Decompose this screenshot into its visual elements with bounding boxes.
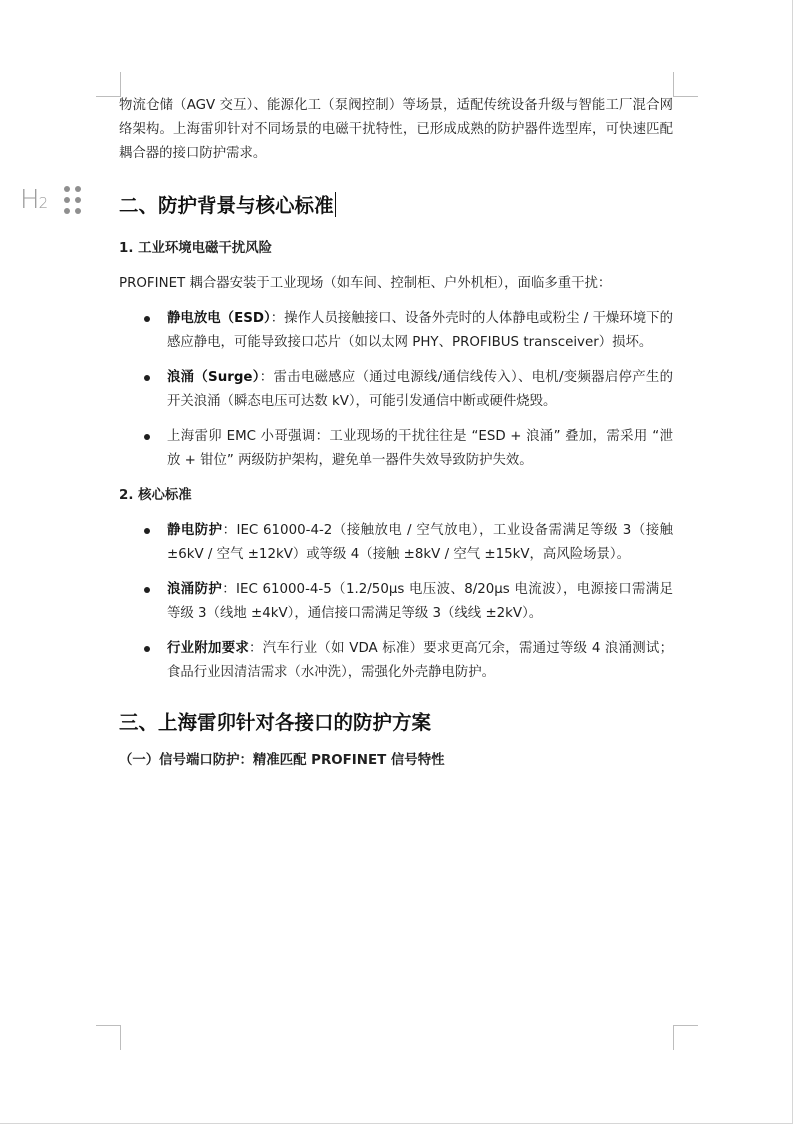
list-item-text: ：IEC 61000-4-5（1.2/50μs 电压波、8/20μs 电流波），电源接口需满足等级 3（线地 ±4kV），通信接口需满足等级 3（线线 ±2kV）。	[167, 582, 674, 621]
text-cursor	[335, 192, 337, 217]
section-2-1-heading: 1. 工业环境电磁干扰风险	[119, 241, 272, 256]
heading-level-number: 2	[38, 194, 49, 212]
list-item-industry-requirements	[119, 637, 673, 685]
crop-mark-bottom-right	[673, 1025, 698, 1050]
list-item-label: 静电防护	[167, 523, 223, 538]
list-item-label: 行业附加要求	[167, 641, 250, 656]
intro-paragraph: 物流仓储（AGV 交互）、能源化工（泵阀控制）等场景，适配传统设备升级与智能工厂混合网络架构。上海雷卯针对不同场景的电磁干扰特性，已形成成熟的防护器件选型库，可快速匹配耦合器的接口防护需求。	[119, 98, 673, 161]
list-item-esd-standard	[119, 519, 673, 567]
crop-mark-top-right	[673, 72, 698, 97]
section-2-1-lead: PROFINET 耦合器安装于工业现场（如车间、控制柜、户外机柜），面临多重干扰：	[119, 276, 612, 291]
drag-handle-icon[interactable]	[64, 186, 82, 214]
heading-level-letter: H	[20, 185, 39, 215]
list-item-label: 静电放电（ESD）	[167, 311, 271, 326]
section-2-2-heading: 2. 核心标准	[119, 488, 192, 503]
interference-list	[119, 307, 673, 473]
standards-list	[119, 519, 673, 685]
list-item-surge	[119, 366, 673, 414]
list-item-text: ：汽车行业（如 VDA 标准）要求更高冗余，需通过等级 4 浪涌测试；食品行业因清洁需求（水冲洗），需强化外壳静电防护。	[167, 641, 673, 680]
document-body[interactable]	[119, 94, 673, 773]
list-item-label: 浪涌（Surge）	[167, 370, 260, 385]
heading-level-icon[interactable]	[20, 185, 48, 215]
list-item-text: ：IEC 61000-4-2（接触放电 / 空气放电），工业设备需满足等级 3（接触 ±6kV / 空气 ±12kV）或等级 4（接触 ±8kV / 空气 ±15kV，高风险场景）。	[167, 523, 674, 562]
section-3-heading: 三、上海雷卯针对各接口的防护方案	[119, 711, 432, 734]
crop-mark-top-left	[96, 72, 121, 97]
list-item-label: 浪涌防护	[167, 582, 223, 597]
section-2-heading[interactable]	[119, 186, 673, 226]
section-3-1-heading: （一）信号端口防护：精准匹配 PROFINET 信号特性	[119, 753, 445, 768]
list-item-emc-note	[119, 425, 673, 473]
list-item-esd	[119, 307, 673, 355]
list-item-surge-standard	[119, 578, 673, 626]
section-2-title: 二、防护背景与核心标准	[119, 194, 334, 217]
list-item-text: ：雷击电磁感应（通过电源线/通信线传入）、电机/变频器启停产生的开关浪涌（瞬态电压可达数 kV），可能引发通信中断或硬件烧毁。	[167, 370, 673, 409]
list-item-text: 上海雷卯 EMC 小哥强调：工业现场的干扰往往是 “ESD + 浪涌” 叠加，需采用 “泄放 + 钳位” 两级防护架构，避免单一器件失效导致防护失效。	[167, 429, 673, 468]
list-item-text: ：操作人员接触接口、设备外壳时的人体静电或粉尘 / 干燥环境下的感应静电，可能导致接口芯片（如以太网 PHY、PROFIBUS transceiver）损坏。	[167, 311, 673, 350]
crop-mark-bottom-left	[96, 1025, 121, 1050]
